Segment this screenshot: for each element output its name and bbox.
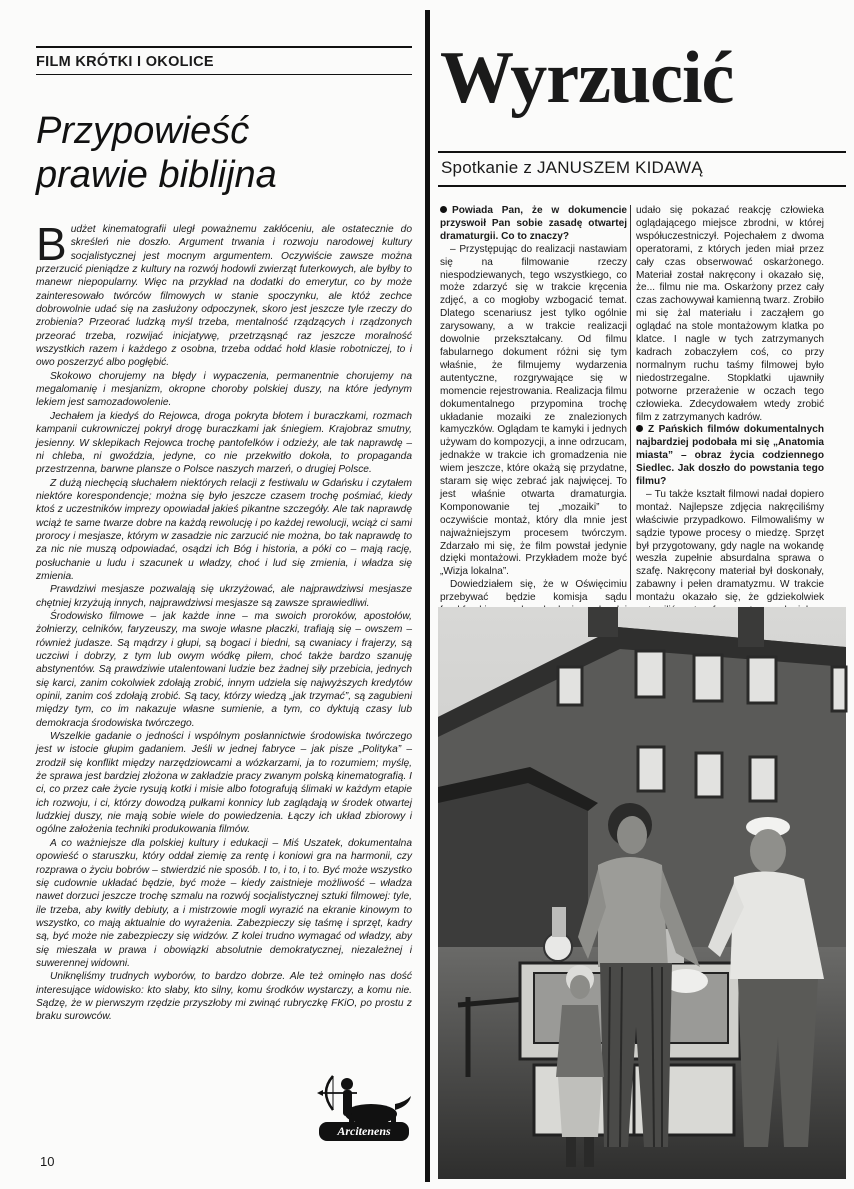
subtitle-rule-top [438, 151, 846, 153]
paragraph: Wszelkie gadanie o jedności i wspólnym posłannictwie środowiska twórczego jest w istocie głupim gadaniem. Jeśli w jednej fabryce – jak pisze „Polityka” – zrodził się konflikt między narzędziowcami a wózkarzami, ja to rozumiem; myślę, że sprawa jest bardziej złożona w zakładzie pracy zwanym polską kinematografią. I ci, co przez całe życie rysują kotki i misie albo fotografują ślimaki w każdym etapie ich rozwoju, i ci, którzy dowodzą pułkami konnicy lub zaglądają w środek otwartej ludzkiej duszy, nie mają sobie wiele do powiedzenia. Łączy ich układ zbiorowy i ogólne założenia techniki produkowania filmów. [36, 731, 412, 836]
interview-answer: – Przystępując do realizacji nastawiam się na filmowanie rzeczy niespodziewanych, tego wszystkiego, co może zdarzyć się w trakcie kręcenia zdjęć, a co mogłoby wzbogacić temat. Dlatego scenariusz jest tylko ogólnie zarysowany, a w trakcie realizacji dowolnie przekształcany. Od filmu fabularnego dokument różni się tym właśnie, że filmujemy wydarzenia autentyczne, rozgrywające się w momencie rejestrowania. Realizacja filmu dokumentalnego przypomina trochę układanie mozaiki ze znalezionych kamyczków. Oglądam te kamyki i jednych używam do kompozycji, a inne odrzucam, jednakże w trakcie ich gromadzenia nie wiem jeszcze, które okażą się przydatne, staram się więc zebrać jak najwięcej. To jest właśnie otwarta dramaturgia. Komponowanie tej „mozaiki” to oczywiście montaż, który dla mnie jest najważniejszym procesem twórczym. Zdarzało mi się, że film powstał jedynie dzięki montażowi. Przykładem może być „Wizja lokalna”. [440, 243, 627, 578]
question-text: Z Pańskich filmów dokumentalnych najbardziej podobała mi się „Anatomia miasta” – obraz życia codziennego Siedlec. Jak doszło do powstania tego filmu? [636, 424, 824, 488]
drop-cap: B [36, 218, 67, 270]
column-rule [630, 205, 631, 600]
paragraph: Z dużą niechęcią słuchałem niektórych relacji z festiwalu w Gdańsku i czytałem niektóre korespondencje; można się było jeszcze czasem trochę pośmiać, kiedy ktoś z uczestników imprezy opowiadał jakieś pikantne szczegóły. Ale tak naprawdę wciąż te same twarze dobre na każdą rewolucję i po każdej rewolucji, wciąż ci sami prorocy i mesjasze, którym w zasadzie nic zarzucić nie można, bo tak naprawdę to za nic nie muszą odpowiadać, osądzi ich Bóg i historia, a póki co – mają rację, posłuchanie u ludu i szacunek u władzy, choć i lud się zmienia, i władza się zmienia. [36, 477, 412, 582]
rubric-rule-top [36, 46, 412, 48]
interview-column-1 [440, 205, 627, 604]
interview-answer: udało się pokazać reakcję człowieka oglądającego miejsce zbrodni, w której współuczestniczył. Pojechałem z dwoma operatorami, z których jeden miał przez cały czas obserwować oskarżonego. Materiał został nakręcony i okazało się, że... filmu nie ma. Oskarżony przez cały czas zachowywał kamienną twarz. Zrobiło mi się żal materiału i zacząłem go oglądać na stole montażowym klatka po klatce. I nagle w tych zatrzymanych kadrach zobaczyłem coś, co przy normalnym ruchu taśmy filmowej było niedostrzegalne. Stopklatki ujawniły potworne przerażenie w oczach tego człowieka. Zdecydowałem wtedy zrobić film z zatrzymanych kadrów. [636, 205, 824, 423]
paragraph: Prawdziwi mesjasze pozwalają się ukrzyżować, ale najprawdziwsi mesjasze chętniej krzyżują innych, najprawdziwsi mesjasze są zawsze sprawiedliwi. [36, 584, 412, 609]
article-title [36, 109, 412, 197]
film-still-photo [438, 607, 846, 1179]
column-divider [425, 10, 430, 1182]
paragraph [36, 218, 412, 370]
paragraph: Jechałem ja kiedyś do Rejowca, droga pokryta błotem i buraczkami, rozmach kampanii cukrowniczej pokrył drogę buraczkami jak śniegiem. Krajobraz smutny, jesienny. W sklepikach Rejowca trochę pantofelków i odzieży, ale tak naprawdę – ni chleba, ni gwoździa, jedyne, co nie przekwitło dokoła, to propaganda przestrzenna, barwne plansze o Polsce naszych marzeń, o drugiej Polsce. [36, 410, 412, 476]
paragraph: Środowisko filmowe – jak każde inne – ma swoich proroków, apostołów, żołnierzy, celników, faryzeuszy, ma swoje własne płaczki, trafiają się – owszem – również judasze. Są mądrzy i głupi, są bogaci i biedni, są cwaniacy i frajerzy, są uczciwi i dobrzy, z tym lub owym wódkę piłem, choć także bardzo szanuję abstynentów. Są prawdziwie utalentowani ludzie bez żadnej siły przebicia, jednych się karci, zanim cokolwiek zdołają zrobić, innym udziela się najwyższych kredytów opinii, zanim coś zdołają zrobić. Są tacy, którzy wiedzą „jak trzymać”, są zagubieni między tym, co im nakazuje własne sumienie, a tym, co dyktują czasy lub demokracja środowiska twórczego. [36, 610, 412, 729]
article-title-line-2: prawie biblijna [36, 154, 277, 196]
rubric-rule-bottom [36, 74, 412, 75]
left-article [36, 46, 412, 1083]
page-number: 10 [40, 1154, 55, 1169]
subtitle-rule-bottom [438, 185, 846, 187]
interview-answer: Dowiedziałem się, że w Oświęcimiu przebywać będzie komisja sądu [440, 579, 627, 604]
bullet-icon [440, 206, 447, 213]
question-text: Powiada Pan, że w dokumencie przyswoił Pan sobie zasadę otwartej dramaturgii. Co to znaczy? [440, 205, 627, 242]
bullet-icon [636, 425, 643, 432]
article-body [36, 218, 412, 1083]
interview-question [636, 424, 824, 489]
interview-question [440, 205, 627, 244]
article-title-line-1: Przypowieść [36, 110, 250, 152]
interview-column-2 [636, 205, 824, 604]
rubric-heading: FILM KRÓTKI I OKOLICE [36, 54, 214, 70]
paragraph-text: udżet kinematografii uległ poważnemu zakłóceniu, ale ostatecznie do skreśleń nie doszło. Argument trwania i rozwoju narodowej kultury socjalistycznej jest mocnym argumentem. Oczywiście zawsze można przerzucić pieniądze z kultury na rozwój hodowli zwierząt futerkowych, ale byłby to manewr niepopularny. Więc na przykład na dodatki do emerytur, co by może zainteresowało twórców filmowych w stanie spoczynku, ale któż zechce dobrowolnie udać się na zasłużony odpoczynek, skoro jest jeszcze tyle rzeczy do zrobienia? Przeorać ludzką myśl trzeba, mentalność rządzących i rządzonych przeorać trzeba, rozwijać inicjatywę, przetrząsnąć raz jeszcze moralność wszystkich razem i każdego z osobna, trzeba oddać hołd klasie robotniczej, to i owo poszerzyć albo pogłębić. [36, 224, 412, 369]
interview-title: Wyrzucić [440, 37, 734, 119]
paragraph: A co ważniejsze dla polskiej kultury i edukacji – Miś Uszatek, dokumentalna opowieść o staruszku, który oddał ziemię za rentę i koniowi gra na harmonii, czy rozprawa o życiu bobrów – stwierdzić nie sposób. I to, i to, i to. Być może wszystko się cudownie układać będzie, być może – kiedy zaistnieje możliwość – władza nawet dorzuci jeszcze trochę szmalu na rozwój socjalistycznej sztuki filmowej: tyle, ile trzeba, aby kwitły debiuty, a i mistrzowie mogli wyrazić na ekranie kinowym to wszystko, co mają aktualnie do wyrażenia. Zabezpieczy się taśmę i sprzęt, kadry są, być może nie zabezpieczy się widzów. Z kolei trudno wymagać od władzy, aby się mieszała w prawa i obowiązki absolutnie demokratycznej, niezależnej i suwerennej widowni. [36, 837, 412, 969]
logo-label: Arcitenens [319, 1122, 409, 1141]
paragraph: Uniknęliśmy trudnych wyborów, to bardzo dobrze. Ale też ominęło nas dość interesujące widowisko: kto słaby, kto silny, komu środków wystarczy, a komu nie. Sądzę, że w pierwszym rzędzie przyszłoby mi zwinąć rubryczkę FKiO, po prostu z braku surowców. [36, 971, 412, 1023]
paragraph: Skokowo chorujemy na błędy i wypaczenia, permanentnie chorujemy na megalomanię i mesjanizm, okropne choroby polskiej duszy, na które jedynym lekiem jest samozadowolenie. [36, 370, 412, 409]
interview-subtitle: Spotkanie z JANUSZEM KIDAWĄ [441, 158, 703, 177]
interview-answer: – Tu także kształt filmowi nadał dopiero montaż. Najlepsze zdjęcia nakręciliśmy właściwie przypadkowo. Filmowaliśmy w sądzie typowe procesy o miedzę. Sprzęt był przygotowany, gdy nagle na wokandę weszła zupełnie absurdalna sprawa o szafę. Nakręcony materiał był doskonały, zabawny i pełen dramatyzmu. W trakcie montażu okazało się, że gdziekolwiek [636, 488, 824, 604]
